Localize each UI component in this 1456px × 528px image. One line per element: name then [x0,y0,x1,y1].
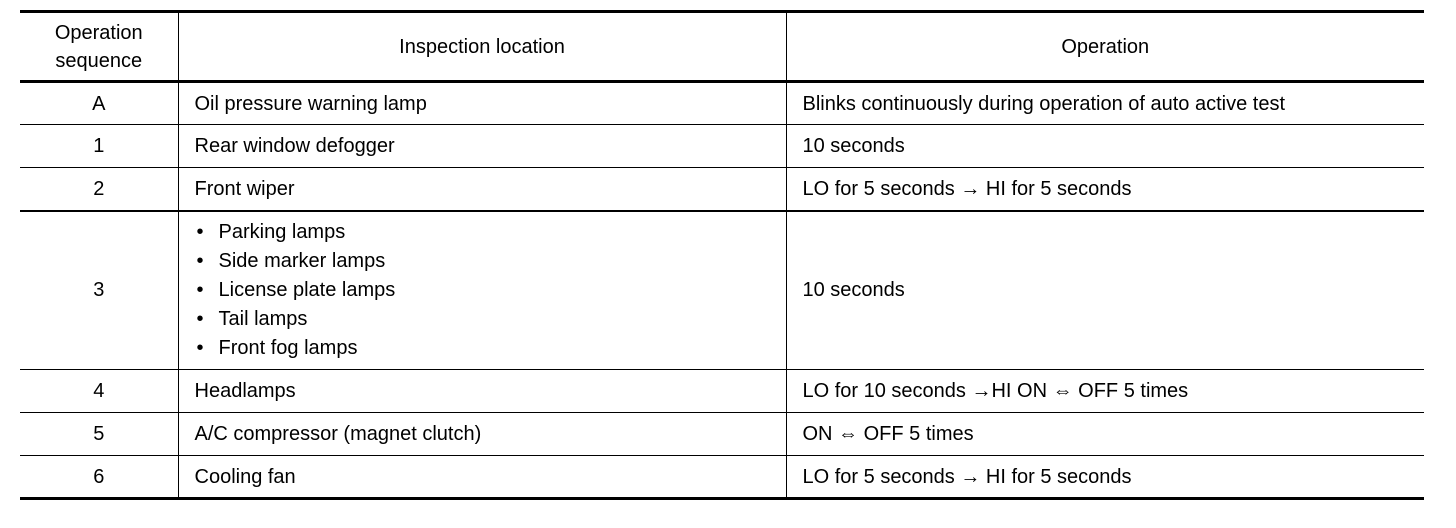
operation-cell: 10 seconds [786,211,1424,370]
table-row [20,370,1424,413]
inspection-table-container [20,10,1424,500]
sequence-cell: 3 [20,211,178,370]
location-item-label: Front fog lamps [218,336,358,359]
operation-cell: LO for 10 seconds →HI ON ⇔ OFF 5 times [786,370,1424,413]
list-item [195,276,786,305]
header-sequence-line2: sequence [55,49,143,72]
header-operation-sequence [20,12,178,82]
operation-cell: ON ⇔ OFF 5 times [786,413,1424,456]
location-cell: Headlamps [178,370,786,413]
sequence-cell: 2 [20,168,178,211]
table-row [20,125,1424,168]
table-row [20,413,1424,456]
location-item-label: Parking lamps [218,220,346,243]
location-cell: Front wiper [178,168,786,211]
sequence-cell: 4 [20,370,178,413]
bullet-icon: • [196,249,204,272]
bullet-icon: • [196,336,204,359]
sequence-cell: 5 [20,413,178,456]
location-item-label: Side marker lamps [218,249,386,272]
location-cell: Oil pressure warning lamp [178,82,786,125]
table-header-row [20,12,1424,82]
location-bullet-list [195,218,786,363]
location-cell: Rear window defogger [178,125,786,168]
list-item [195,334,786,363]
operation-cell: LO for 5 seconds → HI for 5 seconds [786,168,1424,211]
list-item [195,305,786,334]
table-row [20,82,1424,125]
list-item [195,247,786,276]
header-operation: Operation [786,12,1424,82]
bullet-icon: • [196,220,204,243]
header-inspection-location: Inspection location [178,12,786,82]
sequence-cell: A [20,82,178,125]
table-row [20,456,1424,499]
location-item-label: Tail lamps [218,307,308,330]
table-row [20,211,1424,370]
location-cell: A/C compressor (magnet clutch) [178,413,786,456]
operation-cell: LO for 5 seconds → HI for 5 seconds [786,456,1424,499]
location-item-label: License plate lamps [218,278,396,301]
bullet-icon: • [196,278,204,301]
location-cell: Cooling fan [178,456,786,499]
operation-cell: Blinks continuously during operation of auto active test [786,82,1424,125]
list-item [195,218,786,247]
bullet-icon: • [196,307,204,330]
auto-active-test-table [20,10,1424,500]
header-sequence-line1: Operation [54,21,143,44]
sequence-cell: 6 [20,456,178,499]
sequence-cell: 1 [20,125,178,168]
operation-cell: 10 seconds [786,125,1424,168]
table-row [20,168,1424,211]
location-cell [178,211,786,370]
